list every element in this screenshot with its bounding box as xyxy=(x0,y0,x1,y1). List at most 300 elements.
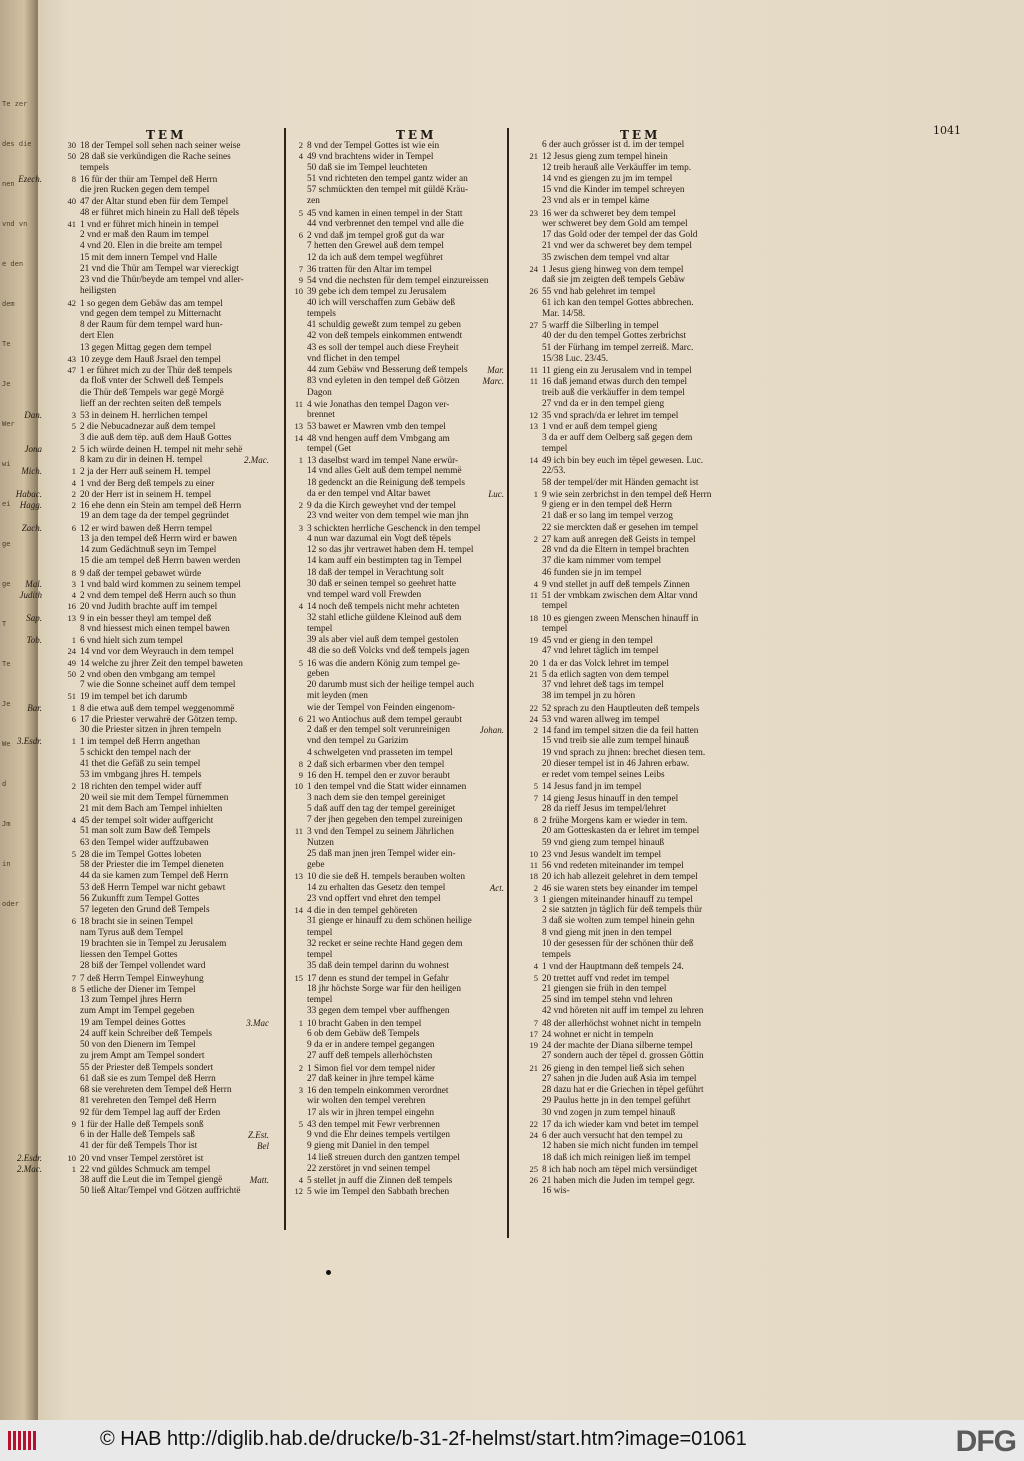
entry-text: 10 die sie deß H. tempels berauben wolten xyxy=(307,872,466,883)
index-entry xyxy=(46,748,282,759)
entry-text: 8 vnd hiessest mich einen tempel bawen xyxy=(80,623,230,634)
entry-text: 1 vnd er führet mich hinein in tempel xyxy=(80,219,219,230)
entry-text: 48 die so deß Volcks vnd deß tempels jagen xyxy=(307,646,470,657)
chapter-number: 12 xyxy=(529,410,538,420)
entry-text: 44 vnd verbrennet den tempel vnd alle die xyxy=(307,218,464,229)
facing-page-fragment: Te xyxy=(2,340,11,348)
index-entry xyxy=(273,444,505,455)
entry-text: 9 da er in andere tempel gegangen xyxy=(307,1040,435,1050)
index-entry xyxy=(508,568,784,579)
entry-text: 37 vnd lehret deß tags im tempel xyxy=(542,680,664,690)
index-entry xyxy=(508,669,784,680)
index-entry xyxy=(508,1051,784,1062)
entry-text: 16 wer da schweret bey dem tempel xyxy=(542,208,676,219)
chapter-number: 2 xyxy=(71,488,76,499)
entry-text: 27 kam auß anregen deß Geists in tempel xyxy=(542,534,696,545)
index-entry xyxy=(46,973,282,984)
entry-text: 46 sie waren stets bey einander im tempel xyxy=(542,883,698,894)
index-entry xyxy=(273,354,505,365)
entry-text: 32 stahl etliche güldene Kleinod auß dem xyxy=(307,612,462,623)
chapter-number: 1 xyxy=(71,736,76,747)
entry-text: 30 vnd zogen jn zum tempel hinauß xyxy=(542,1107,676,1118)
chapter-number: 3 xyxy=(298,1085,303,1095)
facing-page-fragment: Te xyxy=(2,660,11,668)
index-entry xyxy=(46,691,282,702)
chapter-number: 8 xyxy=(71,983,76,994)
index-entry xyxy=(273,1029,505,1040)
entry-text: 44 zum Gebäw vnd Besserung deß tempels xyxy=(307,365,468,375)
entry-text: 8 der Raum für dem tempel ward hun- xyxy=(80,320,223,330)
entry-text: 22 vnd güldes Schmuck am tempel xyxy=(80,1164,211,1175)
index-entry xyxy=(46,793,282,804)
entry-text: 1 giengen miteinander hinauff zu tempel xyxy=(542,894,693,905)
index-entry xyxy=(46,725,282,736)
index-entry xyxy=(273,208,505,219)
entry-text: 5 daß auff den tag der tempel gereiniget xyxy=(307,803,456,814)
index-entry xyxy=(46,1085,282,1096)
index-entry xyxy=(46,714,282,725)
entry-text: 16 daß jemand etwas durch den tempel xyxy=(542,377,688,388)
index-entry xyxy=(46,421,282,432)
index-entry xyxy=(508,309,784,320)
entry-text: 42 vnd höreten nit auff im tempel zu lehren xyxy=(542,1006,704,1017)
chapter-number: 24 xyxy=(529,263,538,274)
entry-text: 14 fand im tempel sitzen die da feil hatten xyxy=(542,726,699,736)
index-entry xyxy=(508,793,784,804)
index-entry xyxy=(508,748,784,759)
hab-logo-icon xyxy=(6,1428,40,1453)
entry-text: tempels xyxy=(542,950,571,960)
entry-text: 2 vnd oben den vmbgang am tempel xyxy=(80,669,216,680)
chapter-number: 4 xyxy=(298,151,303,162)
index-entry xyxy=(273,500,505,511)
entry-text: 20 vnd Judith brachte auff im tempel xyxy=(80,602,218,613)
column-2 xyxy=(244,140,505,1198)
entry-text: 9 in ein besser theyl am tempel deß xyxy=(80,613,212,624)
chapter-number: 27 xyxy=(529,320,538,330)
book-abbreviation: Habac. xyxy=(15,488,42,499)
chapter-number: 6 xyxy=(298,230,303,240)
entry-text: 1 da er das Volck lehret im tempel xyxy=(542,658,669,669)
entry-text: 5 wie im Tempel den Sabbath brechen xyxy=(307,1187,450,1198)
entry-text: 14 Jesus fand jn im tempel xyxy=(542,782,642,793)
entry-text: 45 der tempel solt wider auffgericht xyxy=(80,816,214,826)
facing-page-fragment: in xyxy=(2,860,11,868)
index-entry xyxy=(249,1175,505,1186)
entry-text: 16 was die andern König zum tempel ge- xyxy=(307,658,461,669)
entry-text: 83 vnd eyleten in den tempel deß Götzen xyxy=(307,376,460,387)
index-entry xyxy=(46,388,282,399)
entry-text: 13 daselbst ward im tempel Nane erwür- xyxy=(307,456,459,466)
entry-text: 53 in deinem H. herrlichen tempel xyxy=(80,411,208,421)
index-entry xyxy=(273,1040,505,1051)
entry-text: lieff an der rechten seiten deß tempels xyxy=(80,398,222,409)
entry-text: 3 nach dem sie den tempel gereiniget xyxy=(307,792,446,803)
chapter-number: 24 xyxy=(529,1130,538,1140)
entry-text: 19 an dem tage da der tempel gegründet xyxy=(80,511,229,522)
entry-text: 12 Jesus gieng zum tempel hinein xyxy=(542,152,668,163)
index-entry xyxy=(508,399,784,410)
entry-text: 2 frühe Morgens kam er wieder in tem. xyxy=(542,816,688,826)
index-entry xyxy=(273,973,505,984)
index-entry xyxy=(244,455,505,466)
column-head-1: TEM xyxy=(146,128,187,142)
entry-text: 44 da sie kamen zum Tempel deß Herrn xyxy=(80,871,229,882)
facing-page-fragment: Wer xyxy=(2,420,15,428)
index-entry xyxy=(508,1119,784,1130)
chapter-number: 3 xyxy=(71,410,76,420)
chapter-number: 30 xyxy=(67,140,76,150)
index-entry xyxy=(508,230,784,241)
index-entry xyxy=(273,1186,505,1197)
entry-text: 19 am Tempel deines Gottes xyxy=(80,1017,186,1028)
chapter-number: 21 xyxy=(529,1062,538,1073)
book-abbreviation: 3.Esdr. xyxy=(16,736,42,747)
entry-text: 9 da die Kirch geweyhet vnd der tempel xyxy=(307,501,456,511)
index-entry xyxy=(273,849,505,860)
entry-text: 15 mit dem innern Tempel vnd Halle xyxy=(80,252,218,263)
chapter-number: 8 xyxy=(71,173,76,184)
index-entry xyxy=(273,624,505,635)
entry-text: 20 dieser tempel ist in 46 Jahren erbaw. xyxy=(542,758,690,769)
entry-text: 51 der vmbkam zwischen dem Altar vnnd xyxy=(542,591,698,601)
entry-text: 23 vnd Jesus wandelt im tempel xyxy=(542,849,662,860)
entry-text: 6 der auch versucht hat den tempel zu xyxy=(542,1131,683,1141)
entry-text: 42 von deß tempels einkommen entwendt xyxy=(307,331,463,342)
chapter-number: 11 xyxy=(529,376,538,387)
entry-text: 14 vnd alles Gelt auß dem tempel nemmë xyxy=(307,466,462,477)
entry-text: 21 wo Antiochus auß dem tempel geraubt xyxy=(307,714,462,725)
index-entry xyxy=(508,1186,784,1197)
chapter-number: 5 xyxy=(298,1118,303,1129)
index-entry xyxy=(273,1153,505,1164)
index-entry xyxy=(508,151,784,162)
book-abbreviation: Z.Est. xyxy=(247,1130,269,1140)
index-entry xyxy=(273,478,505,489)
entry-text: 6 ob dem Gebäw deß Tempels xyxy=(307,1028,420,1039)
chapter-number: 5 xyxy=(533,781,538,792)
index-entry xyxy=(273,736,505,747)
index-entry xyxy=(24,443,282,455)
index-entry xyxy=(273,523,505,534)
index-entry xyxy=(273,275,505,286)
chapter-number: 5 xyxy=(533,972,538,983)
index-entry xyxy=(46,1074,282,1085)
index-entry xyxy=(508,1074,784,1085)
index-entry xyxy=(273,421,505,432)
index-entry xyxy=(508,770,784,781)
index-entry xyxy=(508,466,784,477)
entry-text: 14 zum Gedächtnuß seyn im Tempel xyxy=(80,545,217,555)
index-entry xyxy=(273,815,505,826)
index-entry xyxy=(273,961,505,972)
index-entry xyxy=(273,950,505,961)
entry-text: 17 als wir in jhren tempel eingehn xyxy=(307,1107,435,1118)
entry-text: gebe xyxy=(307,860,325,870)
entry-text: 46 funden sie jn im tempel xyxy=(542,567,642,578)
index-entry xyxy=(508,579,784,590)
entry-text: 4 wie Jonathas den tempel Dagon ver- xyxy=(307,399,450,410)
chapter-number: 9 xyxy=(298,275,303,285)
chapter-number: 5 xyxy=(298,657,303,668)
entry-text: 9 wie sein zerbrichst in den tempel deß Herrn xyxy=(542,489,712,500)
index-entry xyxy=(21,522,282,534)
index-entry xyxy=(508,1108,784,1119)
index-entry xyxy=(273,511,505,522)
index-entry xyxy=(46,185,282,196)
chapter-number: 1 xyxy=(71,1163,76,1174)
entry-text: die jren Rucken gegen dem tempel xyxy=(80,185,210,195)
entry-text: 7 wie die Sonne scheinet auff dem tempel xyxy=(80,680,236,690)
index-entry xyxy=(46,905,282,916)
entry-text: 2 vnd daß jm tempel groß gut da war xyxy=(307,231,445,241)
index-entry xyxy=(508,703,784,714)
entry-text: 50 von den Dienern im Tempel xyxy=(80,1040,196,1050)
book-abbreviation: 3.Mac xyxy=(246,1017,269,1028)
chapter-number: 20 xyxy=(529,657,538,668)
entry-text: 55 vnd hab gelehret im tempel xyxy=(542,287,656,298)
entry-text: 13 zum Tempel jhres Herrn xyxy=(80,995,182,1005)
chapter-number: 4 xyxy=(298,601,303,612)
index-entry xyxy=(508,264,784,275)
index-entry xyxy=(46,354,282,365)
index-entry xyxy=(273,658,505,669)
entry-text: da floß vnter der Schwell deß Tempels xyxy=(80,376,224,387)
entry-text: tempel xyxy=(542,601,568,612)
entry-text: 16 ehe denn ein Stein am tempel deß Herrn xyxy=(80,501,242,511)
entry-text: 19 vnd sprach zu jhnen: brechet diesen tem. xyxy=(542,747,706,758)
index-entry xyxy=(46,556,282,567)
entry-text: 12 haben sie mich nicht funden im tempel xyxy=(542,1141,699,1152)
facing-page-fragment: We xyxy=(2,740,11,748)
index-entry xyxy=(508,1018,784,1029)
chapter-number: 18 xyxy=(529,612,538,623)
entry-text: 1 Simon fiel vor dem tempel nider xyxy=(307,1063,436,1074)
entry-text: 27 auff deß tempels allerhöchsten xyxy=(307,1051,433,1062)
chapter-number: 14 xyxy=(529,455,538,465)
entry-text: 30 daß er seinen tempel so geehret hatte xyxy=(307,578,456,589)
index-entry xyxy=(508,241,784,252)
book-abbreviation: Sap. xyxy=(26,612,42,623)
entry-text: 23 vnd die Thür/beyde am tempel vnd aller- xyxy=(80,275,244,285)
index-entry xyxy=(273,466,505,477)
index-entry xyxy=(508,973,784,984)
index-entry xyxy=(508,219,784,230)
index-entry xyxy=(46,286,282,297)
index-entry xyxy=(508,658,784,669)
entry-text: 1 so gegen dem Gebäw das am tempel xyxy=(80,298,223,309)
entry-text: 1 er führet mich zu der Thür deß tempels xyxy=(80,366,233,376)
index-entry xyxy=(273,995,505,1006)
index-entry xyxy=(273,905,505,916)
entry-text: 53 bawet er Mawren vmb den tempel xyxy=(307,422,446,433)
facing-page-fragment: Je xyxy=(2,700,11,708)
index-entry xyxy=(273,838,505,849)
entry-text: 56 Zukunfft zum Tempel Gottes xyxy=(80,893,200,904)
ornament-dot xyxy=(326,1270,331,1275)
index-entry xyxy=(508,163,784,174)
entry-text: 32 recket er seine rechte Hand gegen dem xyxy=(307,938,463,949)
entry-text: 56 vnd redeten miteinander im tempel xyxy=(542,861,684,871)
index-entry xyxy=(273,556,505,567)
chapter-number: 50 xyxy=(67,151,76,162)
index-entry xyxy=(46,196,282,207)
index-entry xyxy=(46,916,282,927)
chapter-number: 11 xyxy=(529,365,538,375)
index-entry xyxy=(508,984,784,995)
index-entry xyxy=(273,894,505,905)
chapter-number: 7 xyxy=(298,263,303,274)
entry-text: 4 vnd 20. Elen in die breite am tempel xyxy=(80,241,223,252)
chapter-number: 3 xyxy=(298,522,303,533)
entry-text: 6 vnd hielt sich zum tempel xyxy=(80,636,184,646)
entry-text: 12 treib herauß alle Verkäuffer im temp. xyxy=(542,162,692,173)
facing-page-fragment: dem xyxy=(2,300,15,308)
entry-text: 21 vnd wer da schweret bey dem tempel xyxy=(542,241,692,252)
book-abbreviation: Act. xyxy=(489,882,504,893)
index-entry xyxy=(46,275,282,286)
index-entry xyxy=(273,871,505,882)
index-entry xyxy=(508,1029,784,1040)
entry-text: 24 auff kein Schreiber deß Tempels xyxy=(80,1028,212,1039)
index-entry xyxy=(247,1130,505,1141)
index-entry xyxy=(508,556,784,567)
index-entry xyxy=(508,714,784,725)
index-entry xyxy=(508,1175,784,1186)
index-entry xyxy=(46,309,282,320)
index-entry xyxy=(273,601,505,612)
index-entry xyxy=(508,995,784,1006)
entry-text: 7 hetten den Grewel auß dem tempel xyxy=(307,241,444,252)
entry-text: 5 stellet jn auff die Zinnen deß tempels xyxy=(307,1176,453,1186)
chapter-number: 26 xyxy=(529,286,538,297)
entry-text: mit leyden (men xyxy=(307,691,368,702)
entry-text: 22 sie merckten daß er gesehen im tempel xyxy=(542,522,699,533)
chapter-number: 13 xyxy=(67,612,76,623)
entry-text: 18 jhr höchste Sorge war für den heiligen xyxy=(307,983,461,994)
chapter-number: 1 xyxy=(298,455,303,465)
entry-text: 29 Paulus hette jn in den tempel geführt xyxy=(542,1096,691,1107)
book-abbreviation: Ezech. xyxy=(18,173,42,184)
index-entry xyxy=(508,1085,784,1096)
index-entry xyxy=(273,185,505,196)
index-entry xyxy=(46,399,282,410)
chapter-number: 4 xyxy=(71,815,76,825)
index-entry xyxy=(508,939,784,950)
index-entry xyxy=(46,1096,282,1107)
chapter-number: 6 xyxy=(71,916,76,927)
chapter-number: 1 xyxy=(533,488,538,499)
index-entry xyxy=(273,151,505,162)
chapter-number: 21 xyxy=(529,151,538,162)
index-entry xyxy=(508,185,784,196)
entry-text: 8 vnd der Tempel Gottes ist wie ein xyxy=(307,141,440,151)
chapter-number: 22 xyxy=(529,1118,538,1129)
index-entry xyxy=(19,500,282,511)
index-entry xyxy=(46,365,282,376)
facing-page-fragment: ge xyxy=(2,540,11,548)
book-abbreviation: Dan. xyxy=(24,410,42,420)
entry-text: 5 warff die Silberling in tempel xyxy=(542,321,659,331)
index-entry xyxy=(46,939,282,950)
entry-text: 18 richten den tempel wider auff xyxy=(80,782,202,793)
entry-text: 15 vnd die Kinder im tempel schreyen xyxy=(542,185,685,195)
index-entry xyxy=(508,860,784,871)
entry-text: zum Ampt im Tempel gegeben xyxy=(80,1006,195,1017)
index-entry xyxy=(508,928,784,939)
entry-text: 40 ich will verschaffen zum Gebäw deß xyxy=(307,297,456,308)
chapter-number: 14 xyxy=(294,432,303,443)
entry-text: 3 da er auff dem Oelberg saß gegen dem xyxy=(542,432,693,443)
index-entry xyxy=(273,669,505,680)
entry-text: 55 der Priester deß Tempels sondert xyxy=(80,1062,214,1073)
entry-text: 23 vnd als er in tempel käme xyxy=(542,196,650,207)
chapter-number: 10 xyxy=(294,781,303,792)
entry-text: 39 gebe ich dem tempel zu Jerusalem xyxy=(307,287,447,298)
index-entry xyxy=(46,770,282,781)
entry-text: 1 vnd bald wird kommen zu seinem tempel xyxy=(80,579,241,590)
index-entry xyxy=(508,410,784,421)
entry-text: 22/53. xyxy=(542,466,566,477)
entry-text: 7 der jhen gegeben den tempel zureinigen xyxy=(307,815,463,825)
index-entry xyxy=(46,860,282,871)
folio-number: 1041 xyxy=(933,124,961,137)
chapter-number: 42 xyxy=(67,297,76,308)
entry-text: Mar. 14/58. xyxy=(542,308,586,319)
index-entry xyxy=(273,1074,505,1085)
index-entry xyxy=(273,613,505,624)
chapter-number: 6 xyxy=(71,522,76,533)
entry-text: 61 ich kan den tempel Gottes abbrechen. xyxy=(542,297,694,308)
index-entry xyxy=(508,624,784,635)
facing-page-fragment: Jm xyxy=(2,820,11,828)
index-entry xyxy=(46,163,282,174)
entry-text: 30 die Priester sitzen in jhren tempeln xyxy=(80,725,221,735)
index-entry xyxy=(273,590,505,601)
index-entry xyxy=(46,241,282,252)
chapter-number: 11 xyxy=(294,398,303,409)
entry-text: 41 thet die Gefäß zu sein tempel xyxy=(80,758,201,769)
index-entry xyxy=(508,196,784,207)
entry-text: 28 da rieff Jesus im tempel/lehret xyxy=(542,803,667,814)
index-entry xyxy=(46,1006,282,1017)
entry-text: 28 dazu hat er die Griechen in tëpel geführt xyxy=(542,1085,704,1095)
chapter-number: 13 xyxy=(294,871,303,882)
entry-text: 18 daß der tempel in Verachtung solt xyxy=(307,567,444,578)
entry-text: 23 vnd weiter von dem tempel wie man jhn xyxy=(307,511,469,522)
entry-text: 2 daß er den tempel solt verunreinigen xyxy=(307,725,451,735)
index-entry xyxy=(508,961,784,972)
index-entry xyxy=(273,196,505,207)
chapter-number: 49 xyxy=(67,657,76,668)
entry-text: 18 gedenckt an die Reinigung deß tempels xyxy=(307,477,466,488)
entry-text: 50 daß sie im Tempel leuchteten xyxy=(307,162,428,173)
entry-text: 21 mit dem Bach am Tempel inhielten xyxy=(80,803,223,814)
index-entry xyxy=(273,916,505,927)
entry-text: 48 vnd hengen auff dem Vmbgang am xyxy=(307,433,450,444)
book-abbreviation: Marc. xyxy=(482,376,504,387)
chapter-number: 4 xyxy=(71,477,76,488)
index-entry xyxy=(508,421,784,432)
chapter-number: 1 xyxy=(71,702,76,713)
index-entry xyxy=(508,1164,784,1175)
copyright-url[interactable]: © HAB http://diglib.hab.de/drucke/b-31-2f-helmst/start.htm?image=01061 xyxy=(100,1428,747,1450)
index-entry xyxy=(46,230,282,241)
index-entry xyxy=(508,950,784,961)
entry-text: Nutzen xyxy=(307,837,334,848)
chapter-number: 50 xyxy=(67,668,76,679)
entry-text: brennet xyxy=(307,410,335,420)
